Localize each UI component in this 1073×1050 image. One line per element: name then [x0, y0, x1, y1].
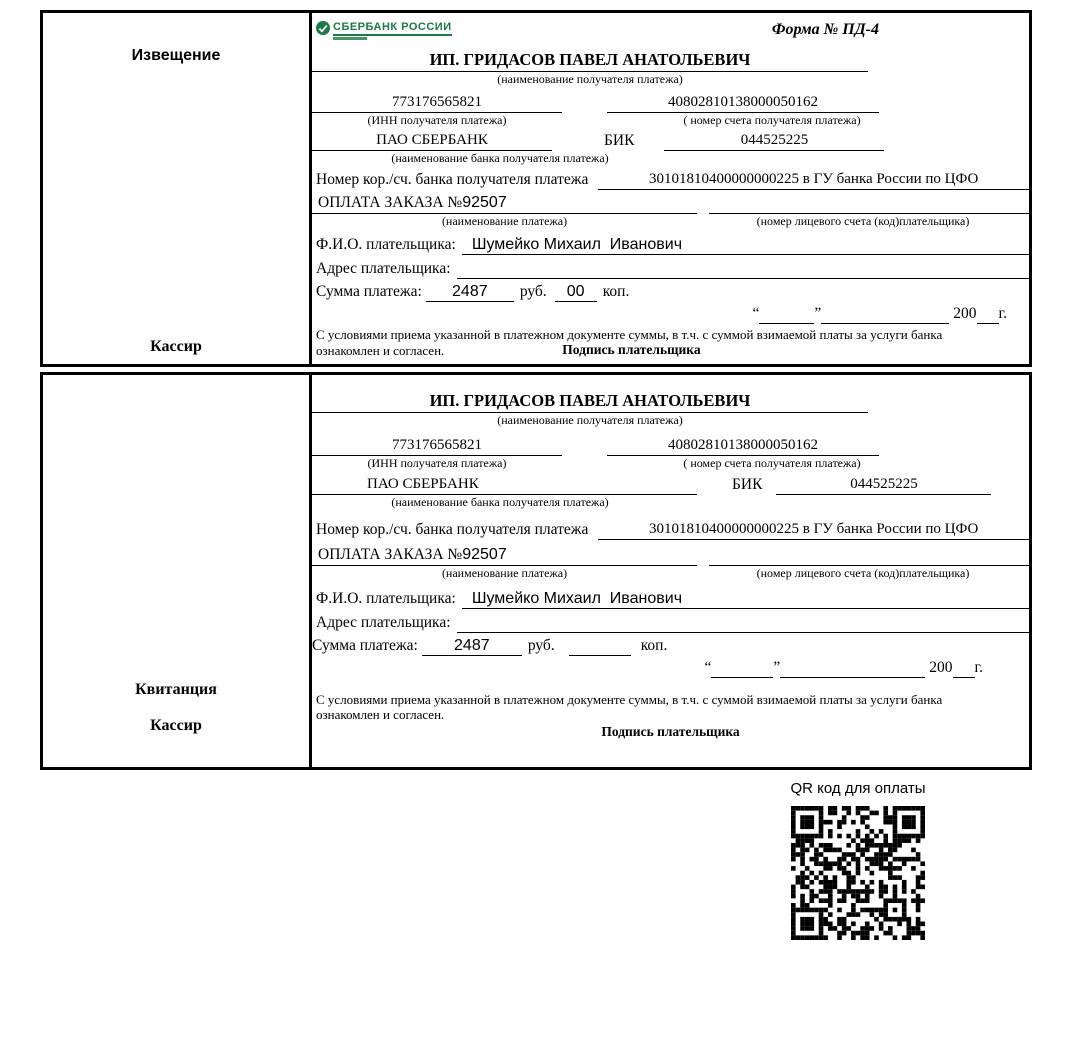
corr-account-label: Номер кор./сч. банка получателя платежа	[316, 171, 589, 188]
caption-recipient-name: (наименование получателя платежа)	[497, 72, 683, 86]
date-quote-open: “	[704, 659, 712, 676]
qr-code	[791, 806, 925, 940]
caption-bank-name: (наименование банка получателя платежа)	[391, 495, 609, 509]
cashier-label: Кассир	[150, 717, 202, 734]
year-suffix: г.	[974, 659, 983, 676]
year-prefix: 200	[929, 659, 953, 676]
payer-address-field	[457, 614, 1029, 633]
corr-account-label: Номер кор./сч. банка получателя платежа	[316, 521, 589, 538]
caption-payment-name: (наименование платежа)	[441, 214, 568, 228]
payment-purpose-field	[312, 193, 697, 214]
qr-label: QR код для оплаты	[790, 780, 926, 797]
caption-inn: (ИНН получателя платежа)	[367, 113, 507, 127]
payment-purpose-value: 92507	[462, 546, 507, 563]
logo-tagline-bar	[333, 37, 367, 40]
account-field: 40802810138000050162	[607, 436, 879, 456]
sberbank-logo	[316, 21, 452, 40]
caption-account: ( номер счета получателя платежа)	[683, 113, 861, 127]
date-month-field	[821, 305, 949, 324]
notice-side-column	[43, 13, 312, 364]
account-field: 40802810138000050162	[607, 93, 879, 113]
agreement-line2: ознакомлен и согласен.	[316, 343, 445, 358]
payer-name-field: Шумейко Михаил Иванович	[462, 589, 1029, 609]
date-quote-close: ”	[814, 305, 822, 322]
corr-account-field: 30101810400000000225 в ГУ банка России по ЦФО	[598, 520, 1029, 540]
receipt-side-label: Квитанция	[135, 681, 217, 698]
date-quote-close: ”	[773, 659, 781, 676]
sberbank-logo-name: СБЕРБАНК РОССИИ	[333, 21, 452, 33]
payer-address-label: Адрес плательщика:	[316, 260, 451, 277]
agreement-line1: С условиями приема указанной в платежном документе суммы, в т.ч. с суммой взимаемой платы за услуги банка	[316, 692, 943, 707]
kop-label: коп.	[602, 283, 630, 300]
cashier-label: Кассир	[150, 338, 202, 355]
payment-purpose-label: ОПЛАТА ЗАКАЗА №	[318, 546, 463, 563]
personal-account-field	[709, 547, 1029, 566]
inn-field: 773176565821	[312, 436, 562, 456]
caption-personal-account: (номер лицевого счета (код)плательщика)	[756, 214, 970, 228]
amount-label: Сумма платежа:	[312, 637, 418, 654]
qr-block	[778, 780, 938, 940]
amount-label: Сумма платежа:	[316, 283, 422, 300]
agreement-line2: ознакомлен и согласен.	[316, 707, 445, 722]
receipt-side-column	[43, 375, 312, 767]
payment-purpose-value: 92507	[462, 194, 507, 211]
payer-signature-label: Подпись плательщика	[562, 342, 701, 357]
year-suffix: г.	[998, 305, 1007, 322]
kop-label: коп.	[640, 637, 668, 654]
amount-kop-field: 00	[555, 282, 597, 302]
amount-kop-field	[569, 637, 631, 656]
date-month-field	[780, 659, 925, 678]
inn-field: 773176565821	[312, 93, 562, 113]
bank-name-field: ПАО СБЕРБАНК	[312, 475, 697, 495]
amount-rub-field: 2487	[422, 636, 522, 656]
recipient-title: ИП. ГРИДАСОВ ПАВЕЛ АНАТОЛЬЕВИЧ	[312, 50, 868, 72]
recipient-title: ИП. ГРИДАСОВ ПАВЕЛ АНАТОЛЬЕВИЧ	[312, 391, 868, 413]
bik-field: 044525225	[776, 475, 991, 495]
logo-rule	[333, 34, 452, 36]
caption-recipient-name: (наименование получателя платежа)	[497, 413, 683, 427]
payment-purpose-label: ОПЛАТА ЗАКАЗА №	[318, 194, 463, 211]
payment-purpose-field	[312, 545, 697, 566]
year-prefix: 200	[953, 305, 977, 322]
rub-label: руб.	[527, 637, 555, 654]
agreement-line1: С условиями приема указанной в платежном документе суммы, в т.ч. с суммой взимаемой платы за услуги банка	[316, 327, 943, 342]
payer-name-field: Шумейко Михаил Иванович	[462, 235, 1029, 255]
payer-address-field	[457, 260, 1029, 279]
year-field	[977, 305, 999, 324]
caption-personal-account: (номер лицевого счета (код)плательщика)	[756, 566, 970, 580]
rub-label: руб.	[519, 283, 547, 300]
caption-inn: (ИНН получателя платежа)	[367, 456, 507, 470]
sberbank-emblem-icon	[316, 21, 330, 35]
caption-account: ( номер счета получателя платежа)	[683, 456, 861, 470]
date-day-field	[759, 305, 814, 324]
personal-account-field	[709, 195, 1029, 214]
payer-name-label: Ф.И.О. плательщика:	[316, 590, 456, 607]
payer-address-label: Адрес плательщика:	[316, 614, 451, 631]
bik-label: БИК	[732, 476, 763, 493]
bik-label: БИК	[604, 132, 635, 149]
notice-side-label: Извещение	[131, 47, 221, 64]
sberbank-logo-text	[333, 21, 452, 40]
receipt-section	[40, 372, 1032, 770]
year-field	[953, 659, 975, 678]
form-number-label: Форма № ПД-4	[771, 21, 879, 38]
notice-section	[40, 10, 1032, 367]
date-quote-open: “	[752, 305, 760, 322]
receipt-main	[312, 375, 1029, 767]
payer-signature-label: Подпись плательщика	[601, 724, 740, 739]
payer-name-label: Ф.И.О. плательщика:	[316, 236, 456, 253]
notice-header	[316, 21, 879, 49]
amount-rub-field: 2487	[426, 282, 514, 302]
bik-field: 044525225	[664, 131, 884, 151]
notice-main	[312, 13, 1029, 364]
corr-account-field: 30101810400000000225 в ГУ банка России по ЦФО	[598, 170, 1029, 190]
bank-name-field: ПАО СБЕРБАНК	[312, 131, 552, 151]
date-day-field	[711, 659, 773, 678]
caption-bank-name: (наименование банка получателя платежа)	[391, 151, 609, 165]
caption-payment-name: (наименование платежа)	[441, 566, 568, 580]
